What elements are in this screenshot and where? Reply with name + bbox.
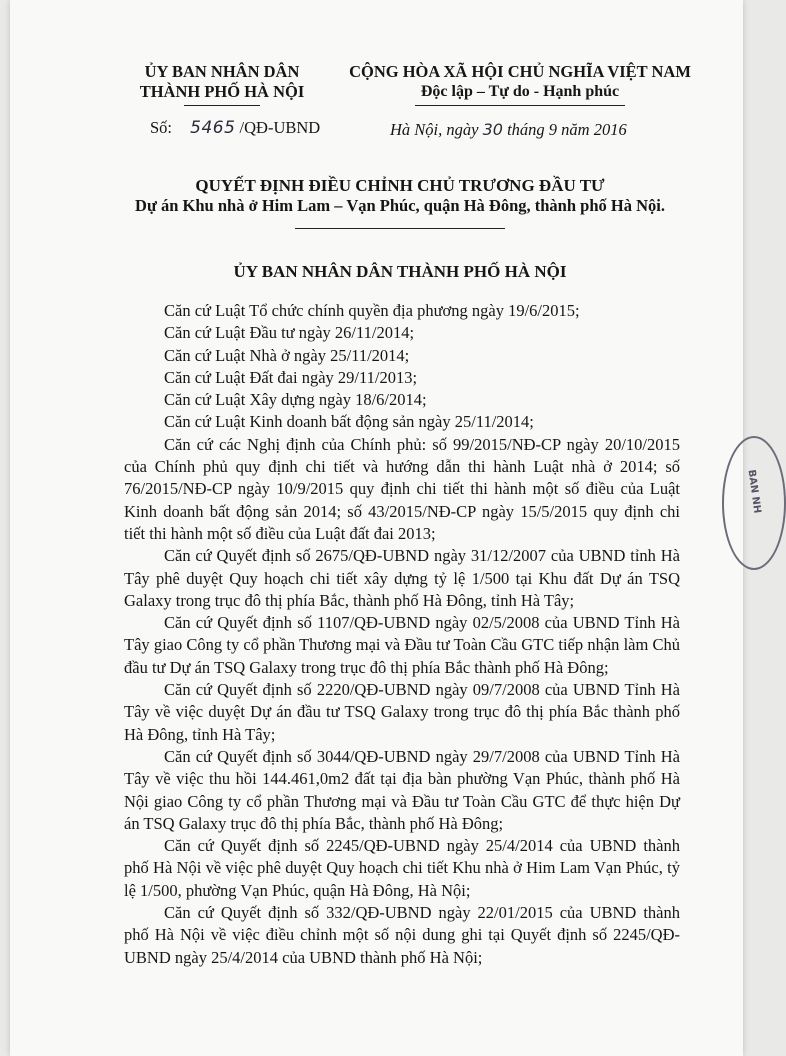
issuing-agency	[132, 62, 312, 106]
date-after: tháng 9 năm 2016	[507, 120, 627, 139]
basis-paragraph: Căn cứ Luật Đầu tư ngày 26/11/2014;	[164, 323, 415, 343]
agency-underline	[184, 105, 260, 106]
date-before: Hà Nội, ngày	[390, 120, 479, 139]
basis-paragraph: Căn cứ các Nghị định của Chính phủ: số 99/2015/NĐ-CP ngày 20/10/2015 của Chính phủ quy định chi tiết và hướng dẫn thi hành Luật nhà ở 2014; số 76/2015/NĐ-CP ngày 10/9/2015 quy định chi tiết thi hành một số điều của Luật Kinh doanh bất động sản 2014; số 43/2015/NĐ-CP ngày 15/5/2015 quy định chi tiết thi hành một số điều của Luật đất đai 2013;	[124, 434, 680, 543]
basis-paragraph: Căn cứ Quyết định số 332/QĐ-UBND ngày 22/01/2015 của UBND thành phố Hà Nội về việc điều chỉnh một số nội dung ghi tại Quyết định số 2245/QĐ-UBND ngày 25/4/2014 của UBND thành phố Hà Nội;	[124, 903, 680, 967]
place-date	[390, 120, 627, 140]
motto-underline	[415, 105, 625, 106]
basis-paragraph: Căn cứ Quyết định số 3044/QĐ-UBND ngày 29/7/2008 của UBND Tỉnh Hà Tây về việc thu hồi 144.461,0m2 đất tại địa bàn phường Vạn Phúc, thành phố Hà Nội giao Công ty cổ phần Thương mại và Đầu tư Toàn Cầu GTC để thực hiện Dự án TSQ Galaxy trục đô thị phía Bắc, thành phố Hà Đông;	[124, 746, 680, 833]
national-header	[330, 62, 710, 106]
basis-paragraph: Căn cứ Luật Đất đai ngày 29/11/2013;	[164, 367, 418, 387]
authority-heading: ỦY BAN NHÂN DÂN THÀNH PHỐ HÀ NỘI	[233, 262, 567, 281]
number-suffix: /QĐ-UBND	[239, 118, 321, 137]
stamp-text: BAN NH	[745, 468, 763, 515]
national-motto: Độc lập – Tự do - Hạnh phúc	[420, 83, 620, 100]
number-prefix: Số:	[150, 118, 173, 137]
basis-paragraph: Căn cứ Quyết định số 2220/QĐ-UBND ngày 09/7/2008 của UBND Tỉnh Hà Tây về việc duyệt Dự án đầu tư TSQ Galaxy trong trục đô thị phía Bắc thành phố Hà Đông, tỉnh Hà Tây;	[124, 680, 680, 744]
decision-title	[70, 176, 730, 229]
agency-line-1: ỦY BAN NHÂN DÂN	[144, 62, 300, 81]
title-underline	[295, 228, 505, 229]
handwritten-day: 30	[482, 120, 503, 139]
basis-paragraph: Căn cứ Quyết định số 1107/QĐ-UBND ngày 02/5/2008 của UBND Tỉnh Hà Tây giao Công ty cổ phần Thương mại và Đầu tư Toàn Cầu GTC tiếp nhận làm Chủ đầu tư Dự án TSQ Galaxy trong trục đô thị phía Bắc thành phố Hà Đông;	[124, 613, 680, 677]
basis-paragraph: Căn cứ Quyết định số 2675/QĐ-UBND ngày 31/12/2007 của UBND tỉnh Hà Tây phê duyệt Quy hoạch chi tiết xây dựng tỷ lệ 1/500 tại Khu đất Dự án TSQ Galaxy trong trục đô thị phía Bắc, thành phố Hà Đông, tỉnh Hà Tây;	[124, 546, 680, 610]
basis-paragraph: Căn cứ Luật Kinh doanh bất động sản ngày 25/11/2014;	[164, 412, 534, 432]
document-number	[150, 118, 320, 138]
document-page	[10, 0, 743, 1056]
basis-paragraph: Căn cứ Luật Nhà ở ngày 25/11/2014;	[164, 345, 410, 365]
handwritten-number: 5465	[190, 118, 236, 138]
title-sub: Dự án Khu nhà ở Him Lam – Vạn Phúc, quận Hà Đông, thành phố Hà Nội.	[135, 196, 665, 215]
country-name: CỘNG HÒA XÃ HỘI CHỦ NGHĨA VIỆT NAM	[349, 62, 691, 81]
basis-paragraph: Căn cứ Quyết định số 2245/QĐ-UBND ngày 25/4/2014 của UBND thành phố Hà Nội về việc phê duyệt Quy hoạch chi tiết Khu nhà ở Him Lam Vạn Phúc, tỷ lệ 1/500, phường Vạn Phúc, quận Hà Đông, Hà Nội;	[124, 836, 680, 900]
basis-paragraph: Căn cứ Luật Tổ chức chính quyền địa phương ngày 19/6/2015;	[164, 301, 580, 320]
agency-line-2: THÀNH PHỐ HÀ NỘI	[139, 82, 305, 101]
legal-bases	[124, 300, 680, 969]
title-main: QUYẾT ĐỊNH ĐIỀU CHỈNH CHỦ TRƯƠNG ĐẦU TƯ	[195, 176, 605, 195]
basis-paragraph: Căn cứ Luật Xây dựng ngày 18/6/2014;	[164, 390, 427, 410]
